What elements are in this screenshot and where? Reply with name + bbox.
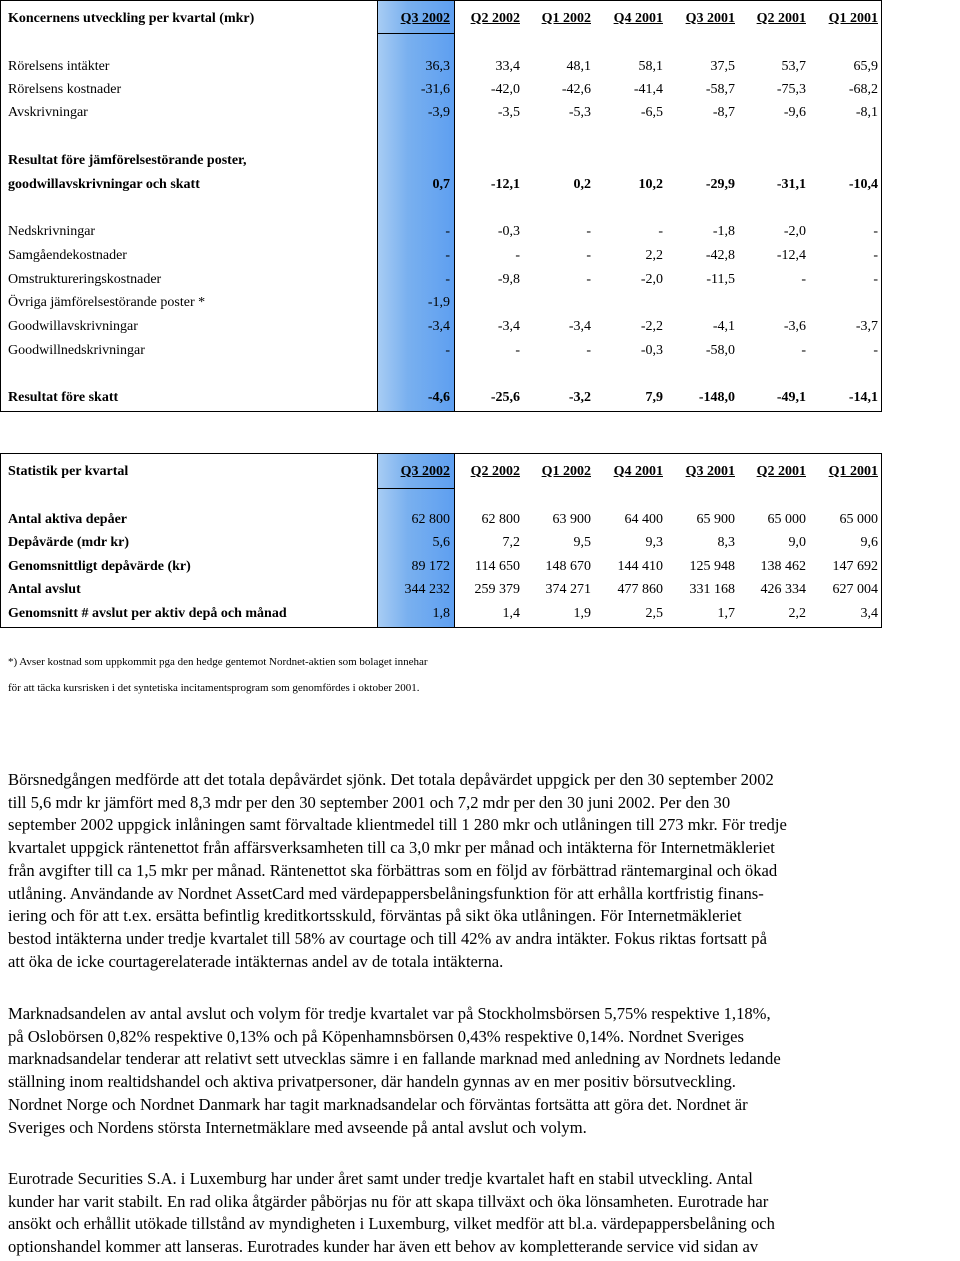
cell: 37,5	[710, 59, 735, 74]
text-line: ansökt och erhållit utökade tillstånd av myndigheten i Luxemburg, vilket medför att bl.a. värdepappersbelåning och	[8, 1214, 775, 1234]
cell: -3,2	[568, 390, 591, 405]
cell: 477 860	[617, 582, 663, 597]
cell: -68,2	[848, 82, 878, 97]
cell: -8,7	[712, 105, 735, 120]
cell: -	[586, 343, 591, 358]
paragraph-eurotrade	[8, 1168, 960, 1259]
row-label: Antal avslut	[8, 582, 81, 597]
footnote-line-2: för att täcka kursrisken i det syntetiska incitamentsprogram som genomfördes i oktober 2001.	[8, 682, 420, 694]
text-line: att öka de icke courtagerelaterade intäkternas andel av de totala intäkterna.	[8, 951, 504, 971]
column-header: Q1 2001	[828, 464, 878, 479]
cell: -148,0	[698, 390, 735, 405]
text-line: Sveriges och Nordens största Internetmäklare med avseende på antal avslut och volym.	[8, 1117, 587, 1137]
row-label: Rörelsens kostnader	[8, 82, 122, 97]
cell: -	[658, 224, 663, 239]
cell: -9,8	[497, 272, 520, 287]
cell: -8,1	[855, 105, 878, 120]
cell: -3,5	[497, 105, 520, 120]
table-row	[0, 101, 882, 124]
row-label: Nedskrivningar	[8, 224, 96, 239]
cell: -	[873, 272, 878, 287]
paragraph-market-share	[8, 1003, 960, 1139]
cell: -42,6	[561, 82, 591, 97]
table-row	[0, 339, 882, 362]
table-row	[0, 291, 882, 314]
row-label: Goodwillnedskrivningar	[8, 343, 145, 358]
cell: -31,1	[776, 177, 806, 192]
text-line: bestod intäkterna under tredje kvartalet till 58% av courtage och till 42% av andra intäkter. Fokus riktas fortsatt på	[8, 928, 767, 948]
column-header: Q4 2001	[613, 11, 663, 26]
cell: 144 410	[617, 559, 663, 574]
table-row	[0, 220, 882, 243]
cell: -	[586, 272, 591, 287]
cell: -0,3	[640, 343, 663, 358]
quarterly-results-table	[0, 0, 882, 412]
cell: 125 948	[689, 559, 735, 574]
cell: -12,1	[490, 177, 520, 192]
row-label: Genomsnittligt depåvärde (kr)	[8, 559, 191, 574]
table-row	[0, 602, 882, 625]
cell: -	[515, 248, 520, 263]
table-row	[0, 268, 882, 291]
column-header: Q2 2001	[756, 11, 806, 26]
cell: 53,7	[781, 59, 806, 74]
text-line: kunder har varit stabilt. En rad olika åtgärder påbörjas nu för att skapa tillväxt och öka lönsamheten. Eurotrade har	[8, 1191, 769, 1211]
column-header: Q2 2001	[756, 464, 806, 479]
cell: 10,2	[638, 177, 663, 192]
cell: -	[873, 224, 878, 239]
text-line: kvartalet uppgick räntenettot från affärsverksamheten till ca 3,0 mkr per månad och intäkterna för Internetmäkleriet	[8, 838, 775, 858]
text-line: Börsnedgången medförde att det totala depåvärdet sjönk. Det totala depåvärdet uppgick per den 30 september 2002	[8, 770, 774, 789]
cell: -5,3	[568, 105, 591, 120]
cell: 0,2	[573, 177, 591, 192]
cell: -58,0	[705, 343, 735, 358]
cell: 259 379	[474, 582, 520, 597]
table-row	[0, 386, 882, 409]
cell: -1,8	[712, 224, 735, 239]
cell: -41,4	[633, 82, 663, 97]
cell: 114 650	[475, 559, 520, 574]
cell: 64 400	[624, 512, 663, 527]
cell: 9,5	[573, 535, 591, 550]
cell: -	[586, 224, 591, 239]
cell: -58,7	[705, 82, 735, 97]
cell: -3,4	[568, 319, 591, 334]
cell: 48,1	[566, 59, 591, 74]
cell: -9,6	[783, 105, 806, 120]
cell: 7,9	[645, 390, 663, 405]
row-label: Resultat före skatt	[8, 390, 119, 405]
cell: 8,3	[717, 535, 735, 550]
cell: 62 800	[481, 512, 520, 527]
cell: 426 334	[760, 582, 806, 597]
cell: 65 000	[839, 512, 878, 527]
column-header: Q1 2002	[541, 464, 591, 479]
cell: 65 900	[696, 512, 735, 527]
cell: -4,1	[712, 319, 735, 334]
text-line: från avgifter till ca 1,5 mkr per månad. Räntenettot ska förbättras som en följd av förbättrad räntemarginal och ökad	[8, 860, 778, 880]
cell: 65,9	[853, 59, 878, 74]
cell: -12,4	[776, 248, 806, 263]
cell: -4,6	[427, 390, 450, 405]
cell: 33,4	[495, 59, 520, 74]
cell: 2,2	[788, 606, 806, 621]
cell: -	[586, 248, 591, 263]
row-label: Samgåendekostnader	[8, 248, 127, 263]
column-header: Q1 2001	[828, 11, 878, 26]
table-row	[0, 55, 882, 78]
column-header: Q3 2002	[400, 464, 450, 479]
row-label: Övriga jämförelsestörande poster *	[8, 295, 206, 310]
header-divider	[377, 488, 454, 489]
table-header	[0, 7, 882, 30]
cell: -	[445, 248, 450, 263]
cell: 1,9	[573, 606, 591, 621]
cell: 1,4	[502, 606, 520, 621]
cell: -	[445, 343, 450, 358]
cell: -2,0	[783, 224, 806, 239]
table-row	[0, 315, 882, 338]
quarterly-statistics-table	[0, 453, 882, 628]
header-divider	[377, 33, 454, 34]
cell: 7,2	[502, 535, 520, 550]
paragraph-deposit-value	[8, 769, 960, 973]
cell: 62 800	[411, 512, 450, 527]
row-label: Rörelsens intäkter	[8, 59, 110, 74]
cell: 331 168	[689, 582, 735, 597]
cell: -25,6	[490, 390, 520, 405]
cell: -	[801, 343, 806, 358]
cell: -	[445, 224, 450, 239]
cell: -3,7	[855, 319, 878, 334]
cell: -3,4	[497, 319, 520, 334]
text-line: utlåning. Användande av Nordnet AssetCard med värdepappersbelåningsfunktion för att erhålla kortfristig finans-	[8, 883, 764, 903]
table-row	[0, 78, 882, 101]
cell: 36,3	[425, 59, 450, 74]
cell: 1,8	[432, 606, 450, 621]
cell: -11,5	[706, 272, 735, 287]
text-line: iering och för att t.ex. ersätta befintlig kreditkortsskuld, förväntas på sikt öka utlåningen. För Internetmäkleriet	[8, 906, 742, 926]
table-title: Statistik per kvartal	[8, 464, 129, 479]
column-header: Q3 2001	[685, 464, 735, 479]
row-label: Avskrivningar	[8, 105, 88, 120]
cell: 148 670	[545, 559, 591, 574]
cell: 3,4	[860, 606, 878, 621]
cell: 63 900	[552, 512, 591, 527]
row-label: Goodwillavskrivningar	[8, 319, 138, 334]
cell: -6,5	[640, 105, 663, 120]
row-label: Depåvärde (mdr kr)	[8, 535, 130, 550]
table-title: Koncernens utveckling per kvartal (mkr)	[8, 11, 255, 26]
footnote-line-1: *) Avser kostnad som uppkommit pga den hedge gentemot Nordnet-aktien som bolaget innehar	[8, 656, 428, 668]
column-header: Q2 2002	[470, 11, 520, 26]
cell: 89 172	[411, 559, 450, 574]
row-label: goodwillavskrivningar och skatt	[8, 177, 200, 192]
cell: 58,1	[638, 59, 663, 74]
cell: 344 232	[404, 582, 450, 597]
cell: -1,9	[427, 295, 450, 310]
cell: -42,0	[490, 82, 520, 97]
table-row	[0, 173, 882, 196]
cell: -10,4	[848, 177, 878, 192]
cell: 9,6	[860, 535, 878, 550]
column-header: Q4 2001	[613, 464, 663, 479]
cell: -	[515, 343, 520, 358]
cell: -	[801, 272, 806, 287]
column-header: Q1 2002	[541, 11, 591, 26]
text-line: optionshandel kommer att lanseras. Eurotrades kunder har även ett behov av kompletterande service vid sidan av	[8, 1237, 759, 1257]
row-label: Antal aktiva depåer	[8, 512, 127, 527]
text-line: september 2002 uppgick inlåningen samt förvaltade klientmedel till 1 280 mkr och utlåningen till 273 mkr. För tredje	[8, 815, 787, 835]
table-row	[0, 244, 882, 267]
cell: -	[873, 343, 878, 358]
cell: -	[445, 272, 450, 287]
column-header: Q3 2001	[685, 11, 735, 26]
cell: -14,1	[848, 390, 878, 405]
text-line: ställning inom realtidshandel och aktiva privatpersoner, där handeln gynnas av en mer positiv börsutveckling.	[8, 1072, 736, 1092]
cell: -	[873, 248, 878, 263]
cell: -3,9	[427, 105, 450, 120]
column-header: Q2 2002	[470, 464, 520, 479]
cell: 9,3	[645, 535, 663, 550]
cell: -31,6	[420, 82, 450, 97]
cell: 627 004	[832, 582, 878, 597]
cell: -2,0	[640, 272, 663, 287]
cell: -75,3	[776, 82, 806, 97]
table-row	[0, 578, 882, 601]
cell: 65 000	[767, 512, 806, 527]
cell: -3,4	[427, 319, 450, 334]
table-row	[0, 555, 882, 578]
cell: -3,6	[783, 319, 806, 334]
row-label: Genomsnitt # avslut per aktiv depå och månad	[8, 606, 287, 621]
cell: 9,0	[788, 535, 806, 550]
row-label: Resultat före jämförelsestörande poster,	[8, 153, 247, 168]
table-row	[0, 531, 882, 554]
cell: -42,8	[705, 248, 735, 263]
cell: 1,7	[717, 606, 735, 621]
table-header	[0, 460, 882, 483]
cell: 138 462	[760, 559, 806, 574]
text-line: på Oslobörsen 0,82% respektive 0,13% och på Köpenhamnsbörsen 0,43% respektive 0,14%. Nordnet Sveriges	[8, 1026, 744, 1046]
cell: 0,7	[432, 177, 450, 192]
cell: 5,6	[432, 535, 450, 550]
column-header: Q3 2002	[400, 11, 450, 26]
text-line: Nordnet Norge och Nordnet Danmark har tagit marknadsandelar och förväntas fortsätta att göra det. Nordnet är	[8, 1094, 748, 1114]
text-line: till 5,6 mdr kr jämfört med 8,3 mdr per den 30 september 2001 och 7,2 mdr per den 30 juni 2002. Per den 30	[8, 792, 731, 812]
text-line: Marknadsandelen av antal avslut och volym för tredje kvartalet var på Stockholmsbörsen 5,75% respektive 1,18%,	[8, 1004, 771, 1023]
cell: -49,1	[776, 390, 806, 405]
table-row	[0, 508, 882, 531]
cell: 2,5	[645, 606, 663, 621]
cell: 374 271	[545, 582, 591, 597]
row-label: Omstruktureringskostnader	[8, 272, 162, 287]
cell: -2,2	[640, 319, 663, 334]
cell: 147 692	[832, 559, 878, 574]
cell: -0,3	[497, 224, 520, 239]
text-line: Eurotrade Securities S.A. i Luxemburg har under året samt under tredje kvartalet haft en stabil utveckling. Antal	[8, 1169, 753, 1188]
cell: 2,2	[645, 248, 663, 263]
cell: -29,9	[705, 177, 735, 192]
text-line: marknadsandelar tenderar att relativt sett utvecklas sämre i en fallande marknad med anledning av Nordnets ledande	[8, 1049, 781, 1069]
table-row	[0, 149, 882, 172]
